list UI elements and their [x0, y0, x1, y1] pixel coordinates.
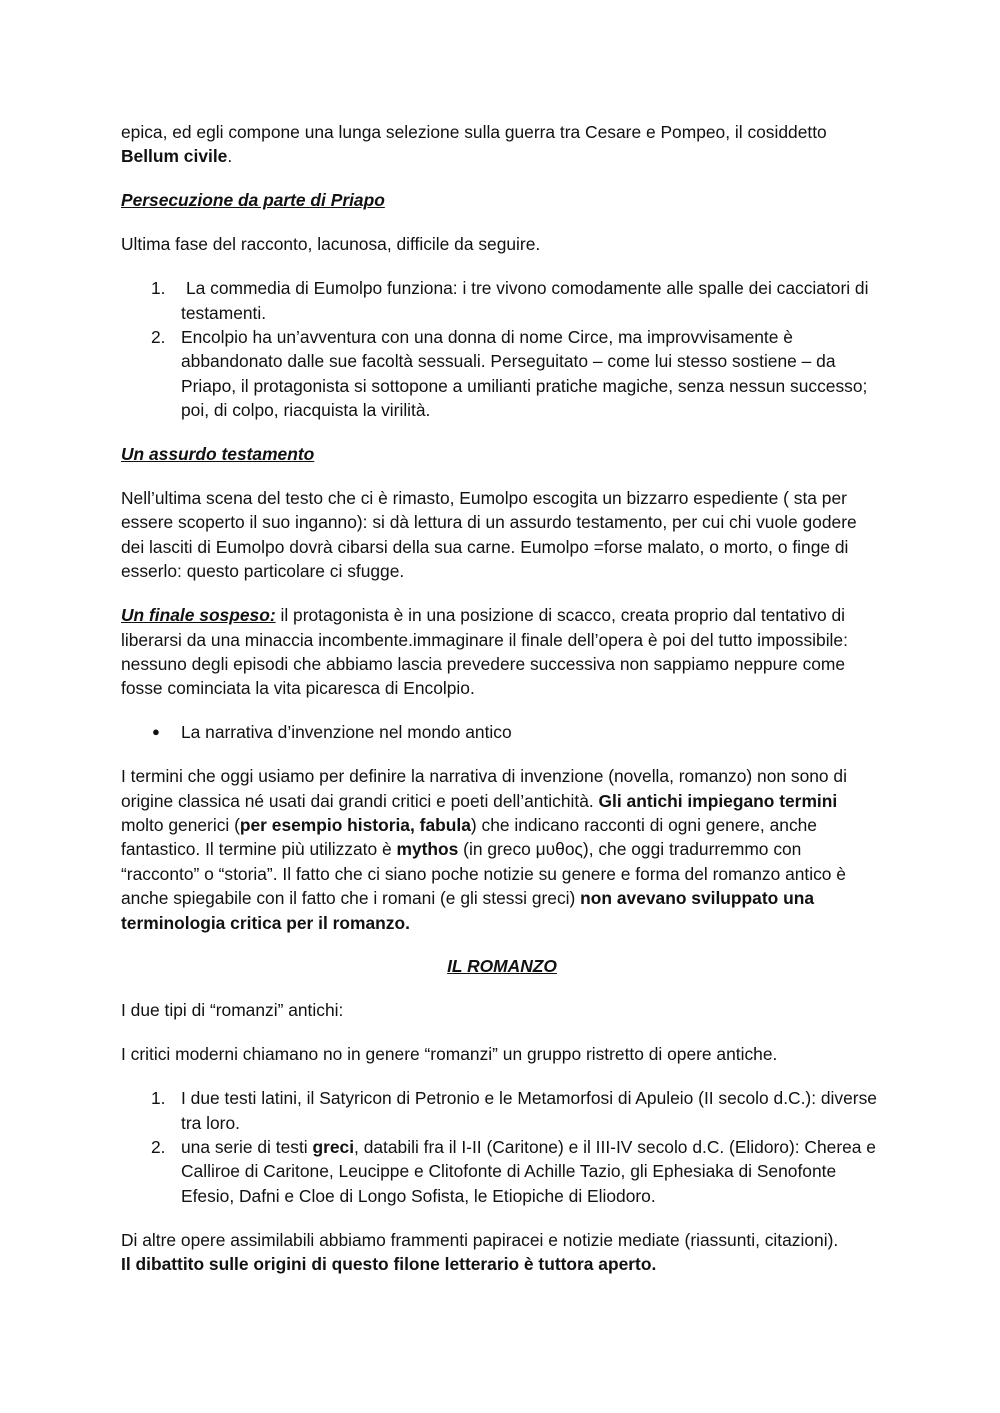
paragraph-bellum-civile: epica, ed egli compone una lunga selezione sulla guerra tra Cesare e Pompeo, il cosiddetto Bellum civile. — [121, 122, 827, 167]
heading-testamento: Un assurdo testamento — [121, 444, 315, 465]
list-item: ● La narrativa d’invenzione nel mondo antico — [121, 720, 883, 744]
bullet-list — [121, 720, 883, 744]
numbered-list-priapo — [121, 276, 883, 422]
paragraph-altre-opere: Di altre opere assimilabili abbiamo frammenti papiracei e notizie mediate (riassunti, citazioni). Il dibattito sulle origini di questo filone letterario è tuttora aperto. — [121, 1229, 839, 1275]
paragraph-ultima-fase: Ultima fase del racconto, lacunosa, difficile da seguire. — [121, 234, 541, 255]
paragraph-finale-sospeso: Un finale sospeso: il protagonista è in una posizione di scacco, creata proprio dal tentativo di liberarsi da una minaccia incombente.immaginare il finale dell’opera è poi del tutto impossibile: nessuno degli episodi che abbiamo lascia prevedere successiva non sappiamo neppure come fosse cominciata la vita picaresca di Encolpio. — [121, 605, 848, 699]
heading-persecuzione: Persecuzione da parte di Priapo — [121, 190, 385, 211]
paragraph-testamento: Nell’ultima scena del testo che ci è rimasto, Eumolpo escogita un bizzarro espediente ( sta per essere scoperto il suo inganno): si dà lettura di un assurdo testamento, per cui chi vuole godere dei lasciti di Eumolpo dovrà cibarsi della sua carne. Eumolpo =forse malato, o morto, o finge di esserlo: questo particolare ci sfugge. — [121, 487, 857, 582]
paragraph-due-tipi: I due tipi di “romanzi” antichi: — [121, 1000, 344, 1021]
bullet-icon: ● — [152, 724, 160, 740]
bold-bellum-civile: Bellum civile — [121, 146, 228, 167]
list-item: 2. Encolpio ha un’avventura con una donna di nome Circe, ma improvvisamente è abbandonato dalle sue facoltà sessuali. Perseguitato – come lui stesso sostiene – da Priapo, il protagonista si sottopone a umilianti pratiche magiche, senza nessun successo; poi, di colpo, riacquista la virilità. — [151, 326, 868, 421]
list-item: 2. una serie di testi greci, databili fra il I-II (Caritone) e il III-IV secolo d.C. (Elidoro): Cherea e Calliroe di Caritone, Leucippe e Clitofonte di Achille Tazio, gli Ephesiaka di Senofonte Efesio, Dafni e Cloe di Longo Sofista, le Etiopiche di Eliodoro. — [151, 1137, 876, 1206]
list-item: 1. La commedia di Eumolpo funziona: i tre vivono comodamente alle spalle dei cacciatori di testamenti. — [151, 278, 869, 323]
document-page — [121, 120, 883, 1277]
numbered-list-romanzi — [121, 1086, 883, 1208]
heading-il-romanzo: IL ROMANZO — [447, 956, 557, 977]
inline-heading-finale: Un finale sospeso: — [121, 605, 276, 626]
paragraph-critici-moderni: I critici moderni chiamano no in genere “romanzi” un gruppo ristretto di opere antiche. — [121, 1044, 778, 1065]
paragraph-termini: I termini che oggi usiamo per definire la narrativa di invenzione (novella, romanzo) non sono di origine classica né usati dai grandi critici e poeti dell’antichità. Gli antichi impiegano termini molto generici (per esempio historia, fabula) che indicano racconti di ogni genere, anche fantastico. Il termine più utilizzato è mythos (in greco μυθος), che oggi tradurremmo con “racconto” o “storia”. Il fatto che ci siano poche notizie su genere e forma del romanzo antico è anche spiegabile con il fatto che i romani (e gli stessi greci) non avevano sviluppato una terminologia critica per il romanzo. — [121, 766, 847, 933]
list-item: 1. I due testi latini, il Satyricon di Petronio e le Metamorfosi di Apuleio (II secolo d.C.): diverse tra loro. — [151, 1088, 877, 1133]
